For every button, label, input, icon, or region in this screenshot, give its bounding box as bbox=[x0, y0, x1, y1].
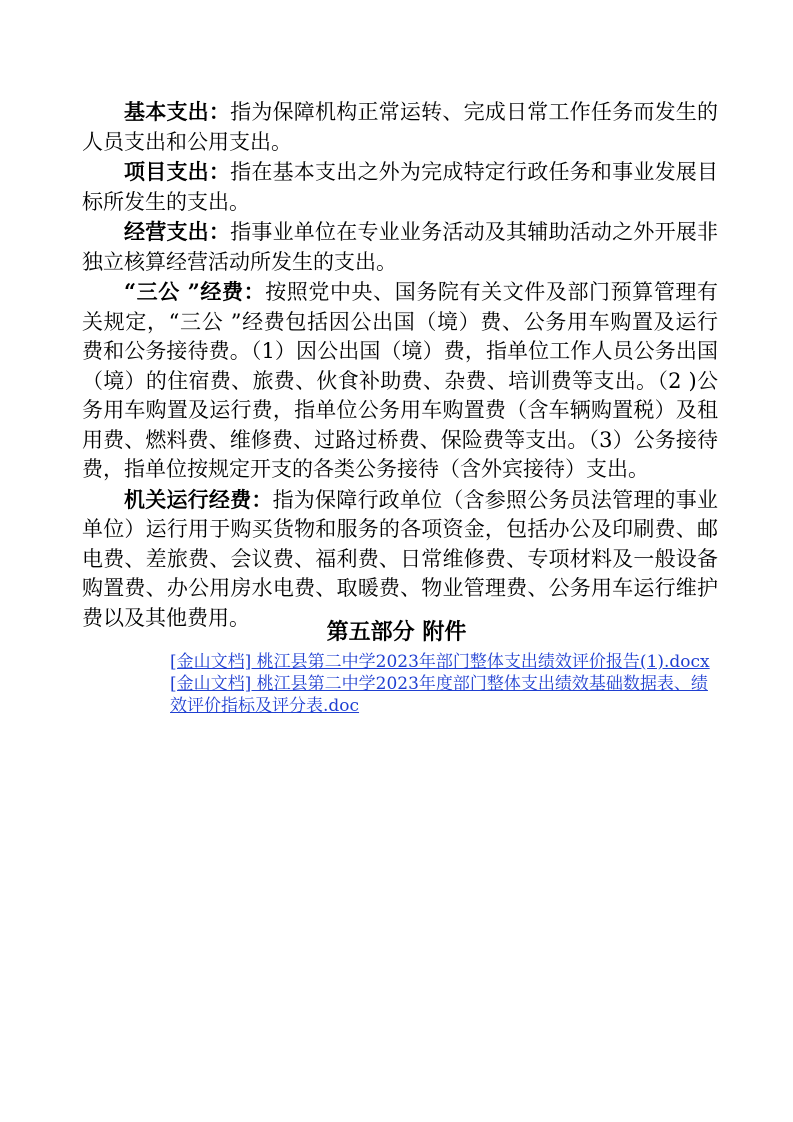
definition-basic-expenditure bbox=[82, 97, 718, 157]
definition-operating-funds bbox=[82, 485, 718, 634]
definition-project-expenditure bbox=[82, 157, 718, 217]
definition-term: 项目支出： bbox=[124, 159, 231, 184]
definition-text: 指为保障机构正常运转、完成日常工作任务而发生的人员支出和公用支出。 bbox=[82, 100, 719, 154]
attachment-link-data-table[interactable]: [金山文档] 桃江县第二中学2023年度部门整体支出绩效基础数据表、绩效评价指标及评分表.doc bbox=[170, 674, 708, 716]
definition-term: 基本支出： bbox=[124, 99, 231, 124]
definition-text: 指事业单位在专业业务活动及其辅助活动之外开展非独立核算经营活动所发生的支出。 bbox=[82, 220, 719, 274]
definition-term: “三公 ”经费： bbox=[124, 279, 266, 304]
definition-text: 指在基本支出之外为完成特定行政任务和事业发展目标所发生的支出。 bbox=[82, 160, 719, 214]
definition-term: 机关运行经费： bbox=[124, 486, 273, 512]
section-title: 第五部分 附件 bbox=[326, 620, 467, 645]
definition-term: 经营支出： bbox=[124, 219, 231, 244]
definition-three-public-expenses bbox=[82, 277, 718, 485]
attachment-list bbox=[170, 651, 718, 717]
definitions-section bbox=[82, 97, 718, 633]
attachment-link-evaluation-report[interactable]: [金山文档] 桃江县第二中学2023年部门整体支出绩效评价报告(1).docx bbox=[170, 652, 710, 672]
definition-text: 按照党中央、国务院有关文件及部门预算管理有关规定，“三公 ”经费包括因公出国（境）费、公务用车购置及运行费和公务接待费。（1）因公出国（境）费，指单位工作人员公务出国（境）的住宿费、旅费、伙食补助费、杂费、培训费等支出。（2 )公务用车购置及运行费，指单位公务用车购置费（含车辆购置税）及租用费、燃料费、维修费、过路过桥费、保险费等支出。（3）公务接待费，指单位按规定开支的各类公务接待（含外宾接待）支出。 bbox=[82, 280, 718, 481]
definition-operating-expenditure bbox=[82, 217, 718, 277]
definition-text: 指为保障行政单位（含参照公务员法管理的事业单位）运行用于购买货物和服务的各项资金，包括办公及印刷费、邮电费、差旅费、会议费、福利费、日常维修费、专项材料及一般设备购置费、办公用房水电费、取暖费、物业管理费、公务用车运行维护费以及其他费用。 bbox=[82, 487, 719, 630]
